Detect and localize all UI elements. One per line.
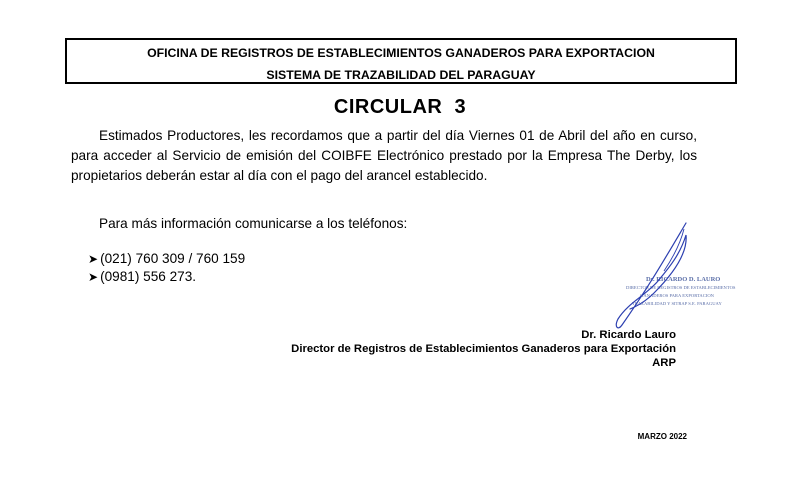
phone-number: (021) 760 309 / 760 159	[100, 251, 246, 266]
signer-block	[291, 328, 676, 370]
phone-item	[88, 250, 245, 268]
stamp-line: DIRECTOR DE REGISTROS DE ESTABLECIMIENTOS	[626, 285, 736, 290]
header-system-title: SISTEMA DE TRAZABILIDAD DEL PARAGUAY	[266, 68, 536, 82]
phone-number: (0981) 556 273.	[100, 269, 197, 284]
document-date: MARZO 2022	[637, 432, 687, 441]
handwritten-signature	[600, 215, 710, 335]
info-line: Para más información comunicarse a los teléfonos:	[99, 216, 408, 231]
signer-name: Dr. Ricardo Lauro	[581, 329, 676, 341]
signer-organization: ARP	[652, 357, 676, 369]
stamp-line: TRAZABILIDAD Y SITRAP S.E. PARAGUAY	[632, 301, 722, 306]
header-box	[65, 38, 737, 84]
stamp-name: Dr. RICARDO D. LAURO	[646, 276, 721, 283]
signer-position: Director de Registros de Establecimientos Ganaderos para Exportación	[291, 343, 676, 355]
arrow-bullet-icon: ➤	[88, 252, 99, 266]
header-office-title: OFICINA DE REGISTROS DE ESTABLECIMIENTOS GANADEROS PARA EXPORTACION	[147, 46, 655, 60]
circular-title: CIRCULAR 3	[333, 96, 467, 118]
arrow-bullet-icon: ➤	[88, 270, 99, 284]
phone-item	[88, 268, 245, 286]
stamp-line: GANADEROS PARA EXPORTACION	[640, 293, 714, 298]
phone-list	[88, 250, 245, 286]
body-paragraph: Estimados Productores, les recordamos que a partir del día Viernes 01 de Abril del año en curso, para acceder al Servicio de emisión del COIBFE Electrónico prestado por la Empresa The Derby, los propietarios deberán estar al día con el pago del arancel establecido.	[71, 128, 697, 183]
